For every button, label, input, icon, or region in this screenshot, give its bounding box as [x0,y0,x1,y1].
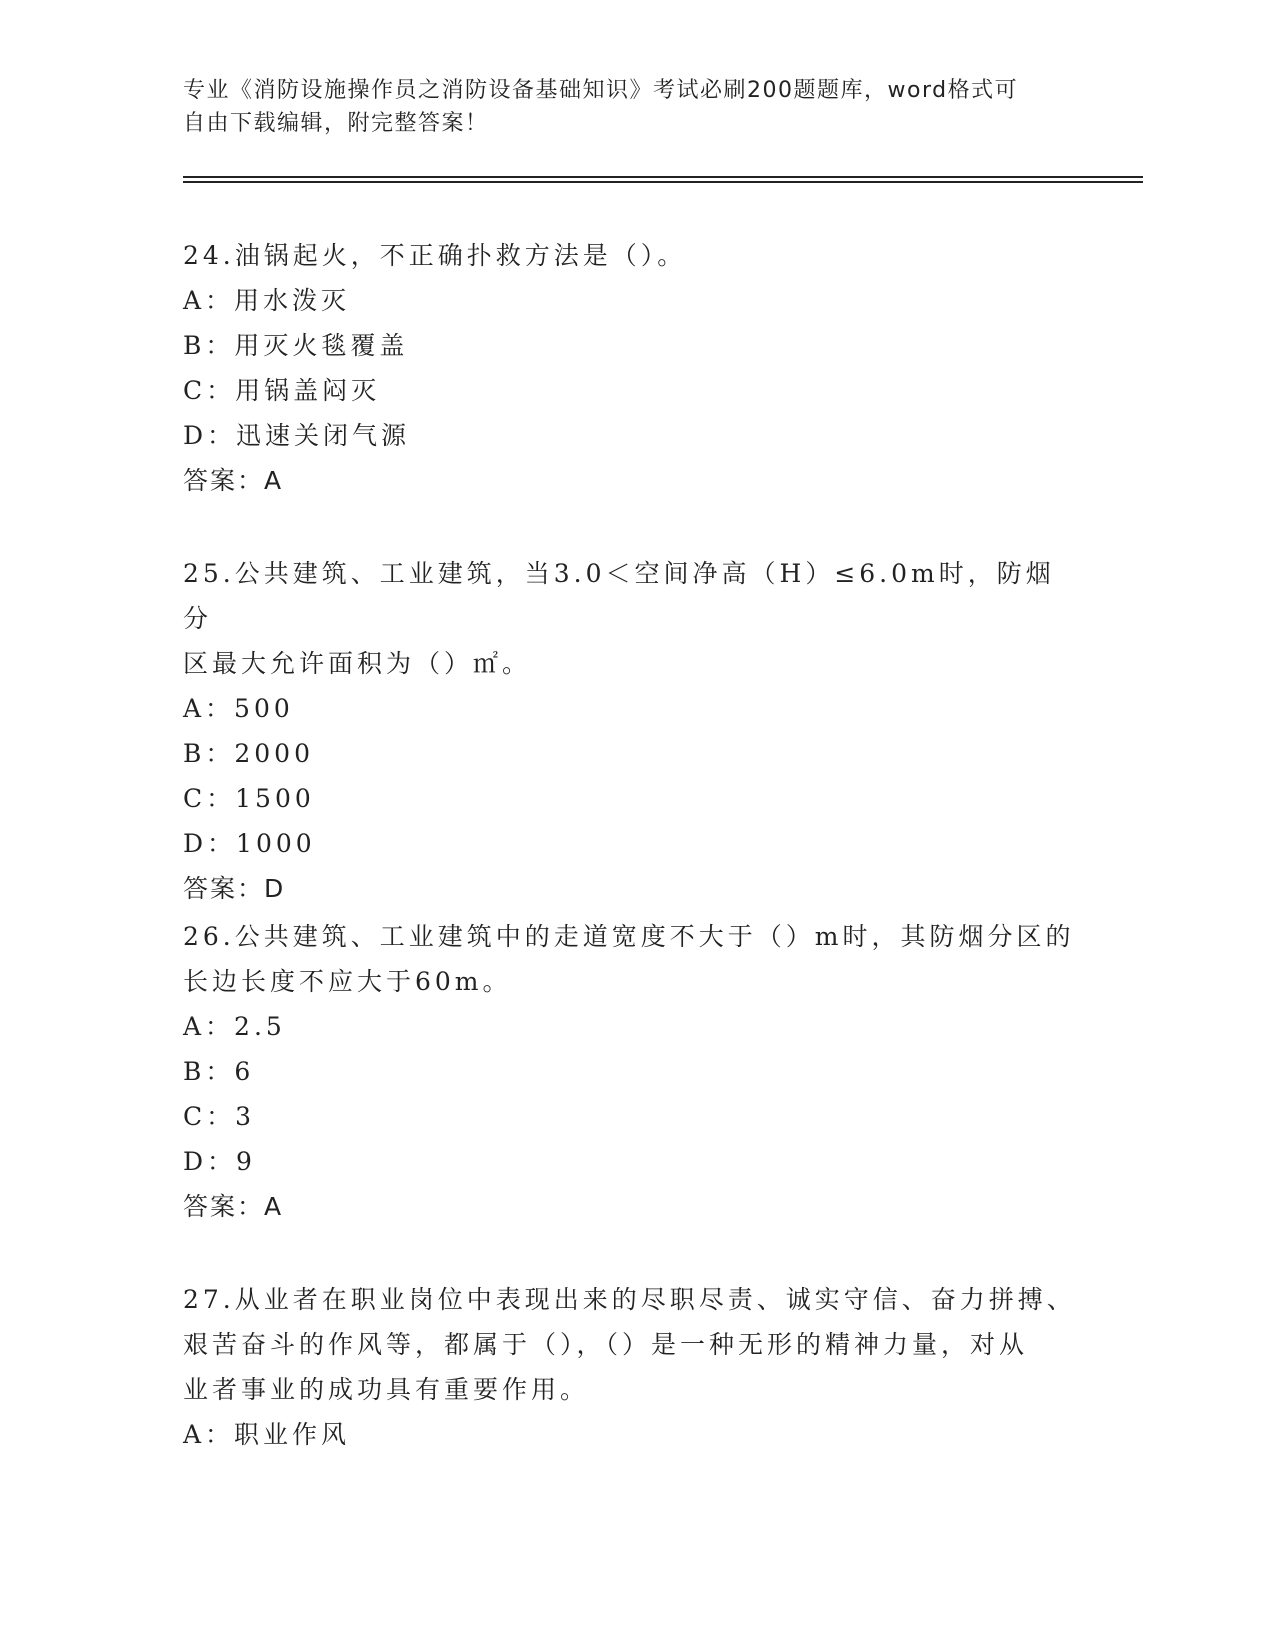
option-c: C：3 [183,1102,256,1131]
document-header [183,74,1063,140]
question-26 [183,914,1083,1229]
option-a: A：用水泼灭 [183,286,351,315]
question-24 [183,233,1083,503]
option-d: D：1000 [183,829,316,858]
question-text-continued: 艰苦奋斗的作风等，都属于（），（）是一种无形的精神力量，对从 [183,1330,1029,1359]
question-text-continued-2: 业者事业的成功具有重要作用。 [183,1375,590,1404]
option-d: D：迅速关闭气源 [183,421,411,450]
option-a: A：500 [183,694,294,723]
question-text: 24.油锅起火，不正确扑救方法是（）。 [183,241,687,270]
option-c: C：1500 [183,784,315,813]
option-a: A：职业作风 [183,1420,351,1449]
header-divider-bottom [183,181,1143,183]
option-b: B：6 [183,1057,255,1086]
answer: 答案：A [183,1192,284,1221]
header-divider-top [183,176,1143,178]
question-27 [183,1277,1083,1457]
option-d: D：9 [183,1147,256,1176]
option-a: A：2.5 [183,1012,286,1041]
question-text: 26.公共建筑、工业建筑中的走道宽度不大于（）m时，其防烟分区的 [183,922,1075,951]
option-b: B：用灭火毯覆盖 [183,331,409,360]
answer: 答案：D [183,874,286,903]
question-text: 25.公共建筑、工业建筑，当3.0＜空间净高（H）≤6.0m时，防烟分 [183,559,1055,633]
question-text-continued: 长边长度不应大于60m。 [183,967,512,996]
question-text-continued: 区最大允许面积为（）㎡。 [183,649,532,678]
question-25 [183,551,1083,911]
header-line-2: 自由下载编辑，附完整答案！ [183,111,489,136]
answer: 答案：A [183,466,284,495]
header-line-1: 专业《消防设施操作员之消防设备基础知识》考试必刷200题题库，word格式可 [183,78,1019,103]
option-b: B：2000 [183,739,314,768]
question-text: 27.从业者在职业岗位中表现出来的尽职尽责、诚实守信、奋力拼搏、 [183,1285,1076,1314]
option-c: C：用锅盖闷灭 [183,376,381,405]
